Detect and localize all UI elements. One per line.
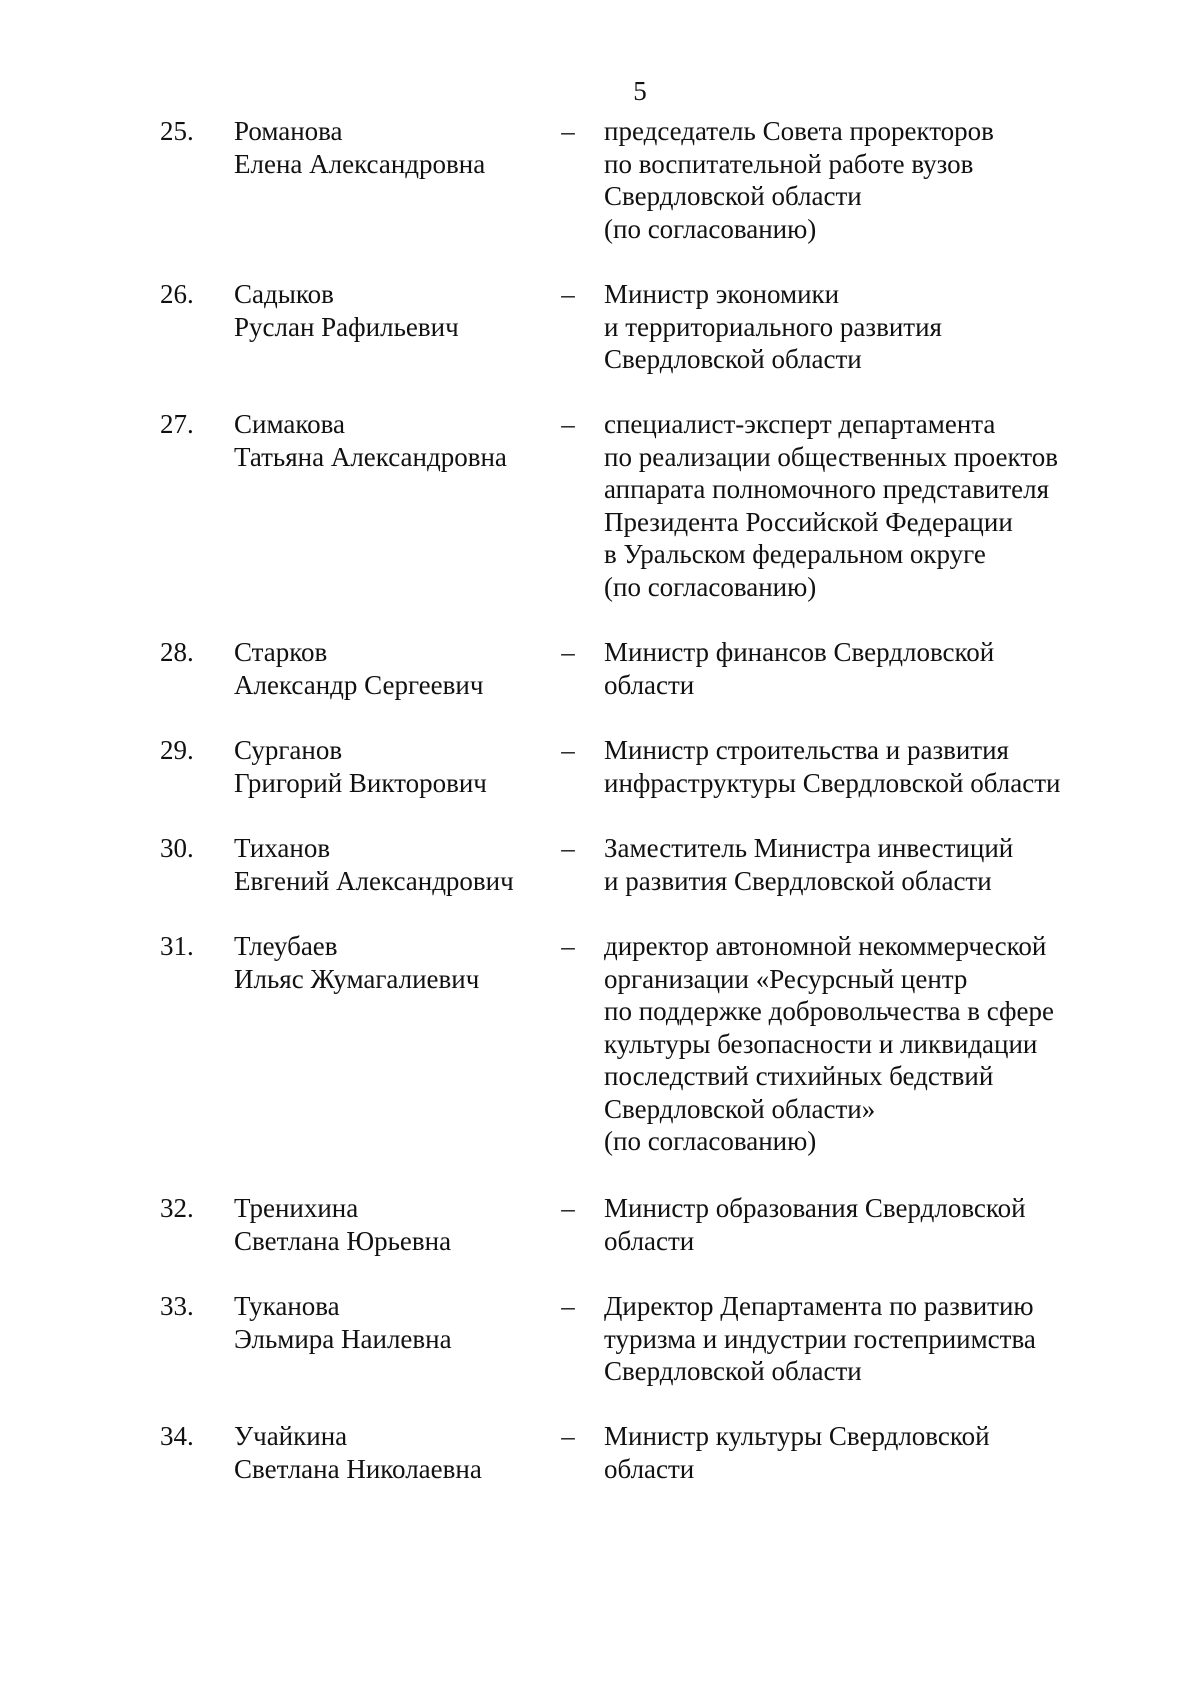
given-names: Светлана Николаевна [234, 1453, 482, 1484]
surname: Тренихина [234, 1193, 359, 1223]
role-line: Свердловской области [604, 1356, 862, 1386]
surname: Тлеубаев [234, 931, 338, 961]
entry-number: 34. [160, 1421, 194, 1451]
entry-name [234, 1192, 554, 1257]
entry-name [234, 1420, 554, 1485]
entry-name [234, 832, 554, 897]
surname: Туканова [234, 1291, 340, 1321]
role-line: туризма и индустрии гостеприимства [604, 1323, 1036, 1354]
entry-name [234, 1290, 554, 1355]
role-line: по воспитательной работе вузов [604, 148, 974, 179]
given-names: Татьяна Александровна [234, 441, 507, 472]
entry-dash: – [561, 1291, 575, 1321]
entry-name [234, 734, 554, 799]
role-line: (по согласованию) [604, 571, 817, 602]
entry-role [604, 1420, 1104, 1485]
entry-dash: – [561, 931, 575, 961]
surname: Романова [234, 116, 343, 146]
given-names: Эльмира Наилевна [234, 1323, 452, 1354]
entry-number: 27. [160, 409, 194, 439]
entry-dash: – [561, 409, 575, 439]
entry-number: 32. [160, 1193, 194, 1223]
role-line: Президента Российской Федерации [604, 506, 1013, 537]
entry-number: 28. [160, 637, 194, 667]
surname: Садыков [234, 279, 334, 309]
entry-dash: – [561, 1421, 575, 1451]
role-line: области [604, 669, 695, 700]
entry-number: 25. [160, 116, 194, 146]
surname: Сурганов [234, 735, 343, 765]
role-line: Свердловской области» [604, 1093, 876, 1124]
given-names: Александр Сергеевич [234, 669, 484, 700]
entry-dash: – [561, 833, 575, 863]
entry-role [604, 930, 1104, 1158]
role-line: Свердловской области [604, 344, 862, 374]
entry-number: 31. [160, 931, 194, 961]
entry-role [604, 734, 1104, 799]
role-line: аппарата полномочного представителя [604, 474, 1050, 504]
surname: Учайкина [234, 1421, 348, 1451]
entry-name [234, 115, 554, 180]
entry-number: 33. [160, 1291, 194, 1321]
role-line: инфраструктуры Свердловской области [604, 767, 1061, 798]
role-line: по поддержке добровольчества в сфере [604, 996, 1054, 1026]
role-line: Директор Департамента по развитию [604, 1291, 1034, 1321]
entry-role [604, 115, 1104, 245]
entry-name [234, 636, 554, 701]
entry-role [604, 278, 1104, 376]
entry-dash: – [561, 1193, 575, 1223]
role-line: директор автономной некоммерческой [604, 931, 1047, 961]
entry-name [234, 930, 554, 995]
entry-role [604, 408, 1104, 603]
role-line: Министр финансов Свердловской [604, 637, 995, 667]
role-line: организации «Ресурсный центр [604, 963, 968, 994]
entry-dash: – [561, 735, 575, 765]
role-line: и развития Свердловской области [604, 865, 992, 896]
role-line: Министр экономики [604, 279, 840, 309]
given-names: Светлана Юрьевна [234, 1225, 452, 1256]
surname: Симакова [234, 409, 345, 439]
role-line: Министр культуры Свердловской [604, 1421, 990, 1451]
role-line: области [604, 1225, 695, 1256]
role-line: Заместитель Министра инвестиций [604, 833, 1014, 863]
entry-number: 26. [160, 279, 194, 309]
entry-role [604, 1290, 1104, 1388]
role-line: (по согласованию) [604, 213, 817, 244]
role-line: Министр образования Свердловской [604, 1193, 1026, 1223]
role-line: области [604, 1453, 695, 1484]
surname: Тиханов [234, 833, 331, 863]
role-line: культуры безопасности и ликвидации [604, 1028, 1038, 1059]
role-line: последствий стихийных бедствий [604, 1061, 994, 1091]
page-number: 5 [633, 76, 647, 106]
surname: Старков [234, 637, 328, 667]
given-names: Ильяс Жумагалиевич [234, 963, 480, 994]
role-line: (по согласованию) [604, 1126, 817, 1156]
role-line: по реализации общественных проектов [604, 441, 1058, 472]
role-line: председатель Совета проректоров [604, 116, 994, 146]
given-names: Евгений Александрович [234, 865, 514, 896]
role-line: Свердловской области [604, 181, 862, 211]
role-line: Министр строительства и развития [604, 735, 1009, 765]
entry-name [234, 278, 554, 343]
entry-number: 30. [160, 833, 194, 863]
entry-role [604, 636, 1104, 701]
entry-role [604, 832, 1104, 897]
role-line: специалист-эксперт департамента [604, 409, 996, 439]
entry-dash: – [561, 279, 575, 309]
role-line: в Уральском федеральном округе [604, 539, 986, 569]
entry-dash: – [561, 637, 575, 667]
entry-role [604, 1192, 1104, 1257]
role-line: и территориального развития [604, 311, 942, 342]
given-names: Елена Александровна [234, 148, 486, 179]
entry-name [234, 408, 554, 473]
given-names: Руслан Рафильевич [234, 311, 459, 342]
entry-number: 29. [160, 735, 194, 765]
given-names: Григорий Викторович [234, 767, 487, 798]
entry-dash: – [561, 116, 575, 146]
